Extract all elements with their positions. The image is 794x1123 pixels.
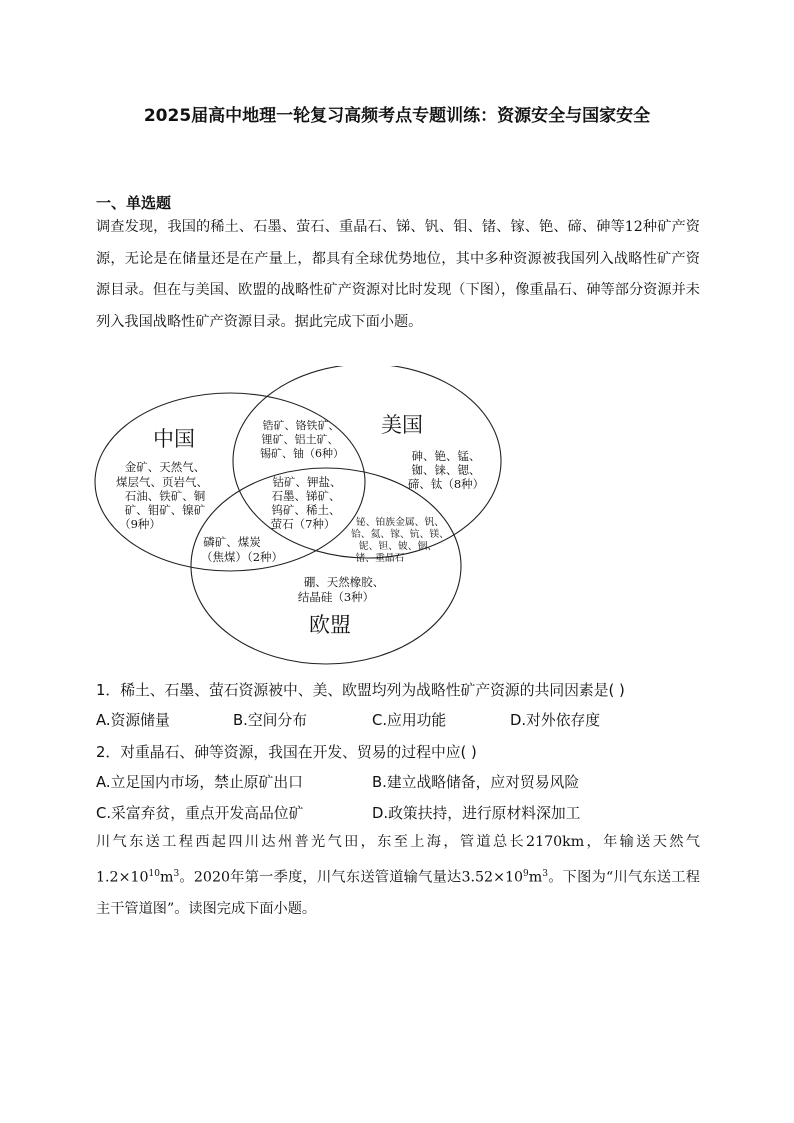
svg-text:金矿、天然气、: 金矿、天然气、 <box>124 460 206 474</box>
svg-text:萤石（7种）: 萤石（7种） <box>270 517 336 531</box>
label-eu: 欧盟 <box>309 613 351 637</box>
q1-option-b[interactable]: B.空间分布 <box>233 712 308 729</box>
svg-text:锂矿、铝土矿、: 锂矿、铝土矿、 <box>261 433 339 446</box>
q2-option-c[interactable]: C.采富弃贫，重点开发高品位矿 <box>96 805 304 822</box>
svg-text:煤层气、页岩气、: 煤层气、页岩气、 <box>116 475 208 489</box>
question-2-stem: 2．对重晶石、砷等资源，我国在开发、贸易的过程中应( ) <box>96 744 477 761</box>
section-heading: 一、单选题 <box>96 194 172 212</box>
svg-text:石墨、锑矿、: 石墨、锑矿、 <box>271 489 341 503</box>
q1-option-a[interactable]: A.资源储量 <box>96 712 170 729</box>
svg-text:铋、铂族金属、钒、: 铋、铂族金属、钒、 <box>355 517 445 528</box>
svg-text:磷矿、煤炭: 磷矿、煤炭 <box>203 535 261 549</box>
svg-text:（焦煤）（2种）: （焦煤）（2种） <box>200 550 284 564</box>
page-title: 2025届高中地理一轮复习高频考点专题训练：资源安全与国家安全 <box>143 106 651 126</box>
usa-only-list <box>408 449 484 491</box>
svg-text:矿、钼矿、镍矿: 矿、钼矿、镍矿 <box>124 503 206 517</box>
usa-eu-list <box>351 515 449 564</box>
svg-text:碲、钛（8种）: 碲、钛（8种） <box>407 477 485 491</box>
question-1-stem: 1．稀土、石墨、萤石资源被中、美、欧盟均列为战略性矿产资源的共同因素是( ) <box>96 682 625 699</box>
svg-text:砷、铯、锰、: 砷、铯、锰、 <box>411 449 481 463</box>
q1-option-d[interactable]: D.对外依存度 <box>510 712 601 729</box>
svg-text:铷、铼、锶、: 铷、铼、锶、 <box>411 463 481 477</box>
passage-1: 调查发现，我国的稀土、石墨、萤石、重晶石、锑、钒、钼、锗、镓、铯、碲、砷等12种矿产资源，无论是在储量还是在产量上，都具有全球优势地位，其中多种资源被我国列入战略性矿产资源目录。但在与美国、欧盟的战略性矿产资源对比时发现（下图），像重晶石、砷等部分资源并未列入我国战略性矿产资源目录。据此完成下面小题。 <box>96 219 700 330</box>
q2-option-d[interactable]: D.政策扶持，进行原材料深加工 <box>372 805 581 822</box>
svg-text:硼、天然橡胶、: 硼、天然橡胶、 <box>303 575 385 589</box>
label-china: 中国 <box>153 427 195 451</box>
venn-diagram <box>0 366 794 666</box>
q2-option-b[interactable]: B.建立战略储备，应对贸易风险 <box>372 774 580 791</box>
eu-only-list <box>298 575 384 604</box>
passage-2: 川气东送工程西起四川达州普光气田，东至上海，管道总长2170km，年输送天然气$1.2\times 10^{10}m^3$。2020年第一季度，川气东送管道输气量达$3.52\times 10^9m^3$。下图为“川气东送工程主干管道图”。读图完成下面小题。 <box>96 834 700 917</box>
svg-text:钨矿、稀土、: 钨矿、稀土、 <box>271 503 341 517</box>
label-usa: 美国 <box>381 413 423 437</box>
svg-text:锡矿、铀（6种）: 锡矿、铀（6种） <box>260 447 344 460</box>
svg-text:锆矿、铬铁矿、: 锆矿、铬铁矿、 <box>262 419 340 432</box>
svg-text:石油、铁矿、铜: 石油、铁矿、铜 <box>124 489 206 503</box>
svg-text:结晶硅（3种）: 结晶硅（3种） <box>297 590 375 604</box>
svg-text:（9种）: （9种） <box>119 517 161 531</box>
svg-text:钴矿、钾盐、: 钴矿、钾盐、 <box>272 475 342 489</box>
china-usa-list <box>260 418 344 460</box>
q2-option-a[interactable]: A.立足国内市场，禁止原矿出口 <box>96 774 303 791</box>
svg-text:锗、重晶石: 锗、重晶石 <box>355 553 405 564</box>
svg-text:铪、氦、镓、钪、镁、: 铪、氦、镓、钪、镁、 <box>351 529 449 540</box>
q1-option-c[interactable]: C.应用功能 <box>372 712 447 729</box>
svg-text:铌、钽、铍、铟、: 铌、钽、铍、铟、 <box>358 541 438 552</box>
all-three-list <box>271 475 342 531</box>
china-only-list <box>116 460 208 531</box>
china-eu-list <box>201 535 283 564</box>
